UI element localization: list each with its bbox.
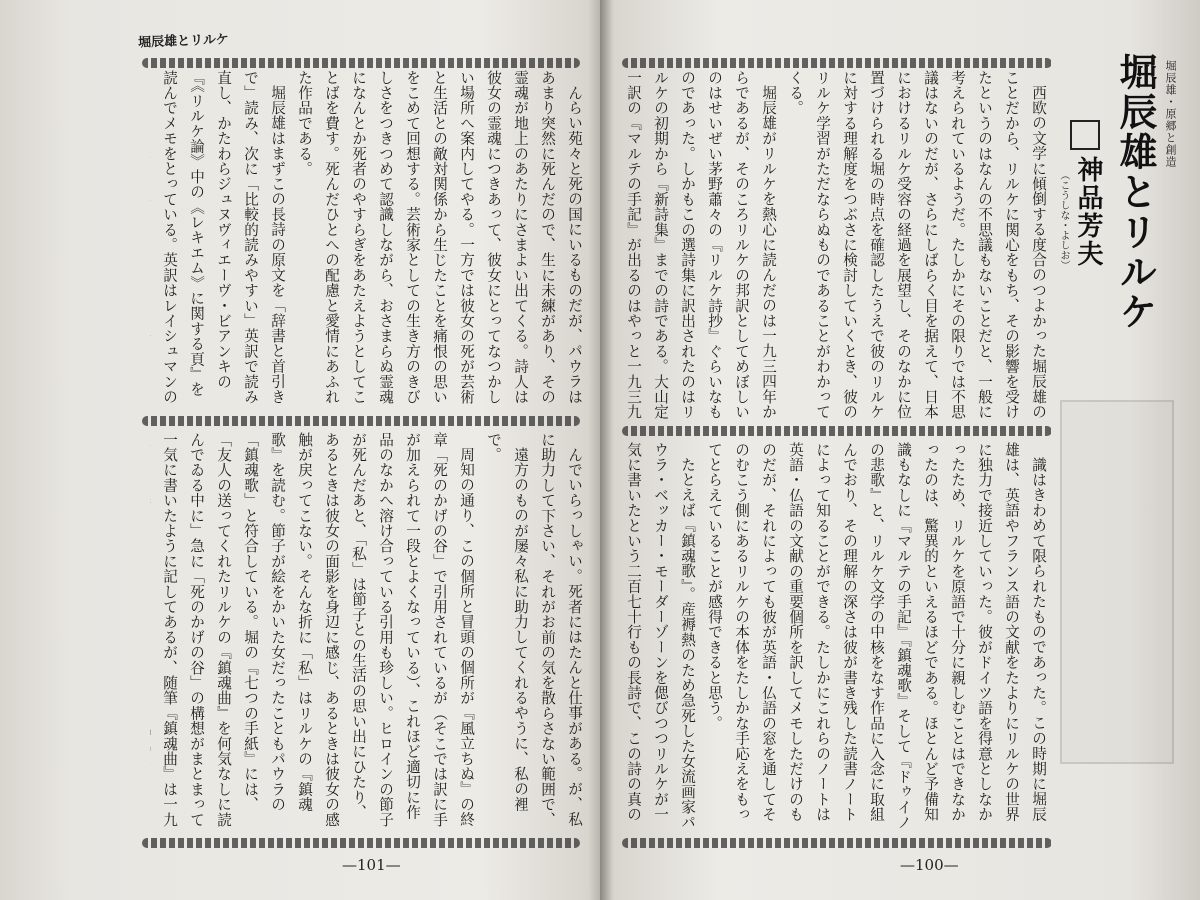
paragraph: んらい苑々と死の国にいるものだが、パウラはあまり突然に死んだので、生に未練があり、その霊魂が地上のあたりにさまよい出てくる。詩人は彼女の霊魂につきあって、彼女にとってなつかしい場所へ案内してやる。一方では彼女の死が芸術と生活との敵対関係から生じたことを痛恨の思いをこめて回想する。芸術家としての生き方のきびしさをつきつめて認識しながら、おさまらぬ霊魂になんとか死者のやすらぎをあたえようとしてことばを費す。死んだひとへの配慮と愛情にあふれた作品である。 bbox=[296, 70, 583, 405]
quote: んでいらっしゃい。死者にはたんと仕事がある。が、私に助力して下さい、それがお前の気を散らさない範囲で、 bbox=[539, 432, 583, 828]
author-reading: （こうしな・よしお） bbox=[1058, 170, 1069, 270]
right-upper-text bbox=[622, 70, 1052, 420]
middle-wave-divider bbox=[622, 426, 1052, 436]
left-upper-text bbox=[150, 70, 588, 410]
paragraph: 堀辰雄はまずこの長詩の原文を「辞書と首引きで」読み、次に「比較的読みやすい」英訳で読み直し、かたわらジュヌヴィエーヴ・ビアンキの『《リルケ論》中の《レキエム》に関する頁』を読んでメモをとっている。英訳はレイシュマンの bbox=[161, 70, 286, 405]
paragraph: 堀辰雄がリルケを熱心に読んだのは一九三四年からであるが、そのころリルケの邦訳としてめぼしいのはせいぜい茅野蕭々の『リルケ詩抄』ぐらいなものであった。しかもこの選詩集に訳出されたのはリルケの初期から『新詩集』までの詩である。大山定一訳の『マルテの手記』が出るのはやっと一九三九 bbox=[625, 70, 777, 420]
paragraph: 西欧の文学に傾倒する度合のつよかった堀辰雄のことだから、リルケに関心をもち、その影響を受けたというのはなんの不思議もないことだと、一般に考えられているようだ。たしかにその限りでは不思議はないのだが、さらにしばらく目を据えて、日本におけるリルケ受容の経過を展望し、そのなかに位置づけられる堀の時点を確認したうえで彼のリルケに対する理解度をつぶさに検討していくとき、彼のリルケ学習がただならぬものであることがわかってくる。 bbox=[787, 70, 1047, 420]
bottom-wave-divider bbox=[622, 838, 1052, 848]
left-lower-text bbox=[150, 432, 588, 832]
page-number: —100— bbox=[900, 856, 959, 874]
top-wave-divider bbox=[622, 58, 1052, 68]
paragraph: 周知の通り、この個所と冒頭の個所が『風立ちぬ』の終章「死のかげの谷」で引用されているが（そこでは訳に手が加えられて一段とよくなっている）、これほど適切に作品のなかへ溶け合っている引用も珍しい。ヒロインの節子が死んだあと、「私」は節子との生活の思い出にひたり、あるときは彼女の面影を身辺に感じ、あるときは彼女の感触が戻ってこない。そんな折に「私」はリルケの『鎮魂歌』を読む。節子が絵をかいた女だったこともパウラの「鎮魂歌」と符合している。堀の『七つの手紙』には、「友人の送ってくれたリルケの『鎮魂曲』を何気なしに読んでゐる中に」急に「死のかげの谷」の構想がまとまって一気に書いたように記してあるが、随筆『鎮魂曲』は一九 bbox=[161, 432, 475, 828]
middle-wave-divider bbox=[142, 416, 580, 426]
quote: 遠方のものが屡々私に助力してくれるやうに、私の裡で。 bbox=[485, 432, 529, 812]
top-wave-divider bbox=[142, 58, 580, 68]
series-label: 堀辰雄・原郷と創造 bbox=[1164, 60, 1177, 168]
paragraph: 識はきわめて限られたものであった。この時期に堀辰雄は、英語やフランス語の文献をたよりにリルケの世界に独力で接近していった。彼がドイツ語を得意としなかったため、リルケを原語で十分に親しむことはできなかったのは、驚異的といえるほどである。ほとんど予備知識もなしに『マルテの手記』『鎮魂歌』そして『ドゥイノの悲歌』と、リルケ文学の中核をなす作品に入念に取組んでおり、その理解の深さは彼が書き残した読書ノートによって知ることができる。たしかにこれらのノートは英語・仏語の文献の重要個所を訳してメモしただけのものだが、それによっても彼が英語・仏語の窓を通してそのむこう側にあるリルケの本体をたしかな手応えをもってとらえていることが感得できると思う。 bbox=[706, 442, 1047, 830]
author-box bbox=[1070, 120, 1100, 150]
show-through-box bbox=[1060, 400, 1174, 764]
bottom-wave-divider bbox=[142, 838, 580, 848]
left-page bbox=[0, 0, 598, 900]
gutter-shadow bbox=[600, 0, 614, 900]
right-lower-text bbox=[622, 442, 1052, 830]
article-title: 堀辰雄とリルケ bbox=[1113, 52, 1157, 332]
author-name: 神品芳夫 bbox=[1073, 156, 1103, 268]
paragraph: たとえば『鎮魂歌』。産褥熱のため急死した女流画家パウラ・ベッカー・モーダーゾーンを偲びつつリルケが一気に書いたという二百七十行もの長詩で、この詩の真の bbox=[625, 442, 696, 830]
running-head: 堀辰雄とリルケ bbox=[137, 32, 230, 51]
page-number: —101— bbox=[342, 856, 401, 874]
